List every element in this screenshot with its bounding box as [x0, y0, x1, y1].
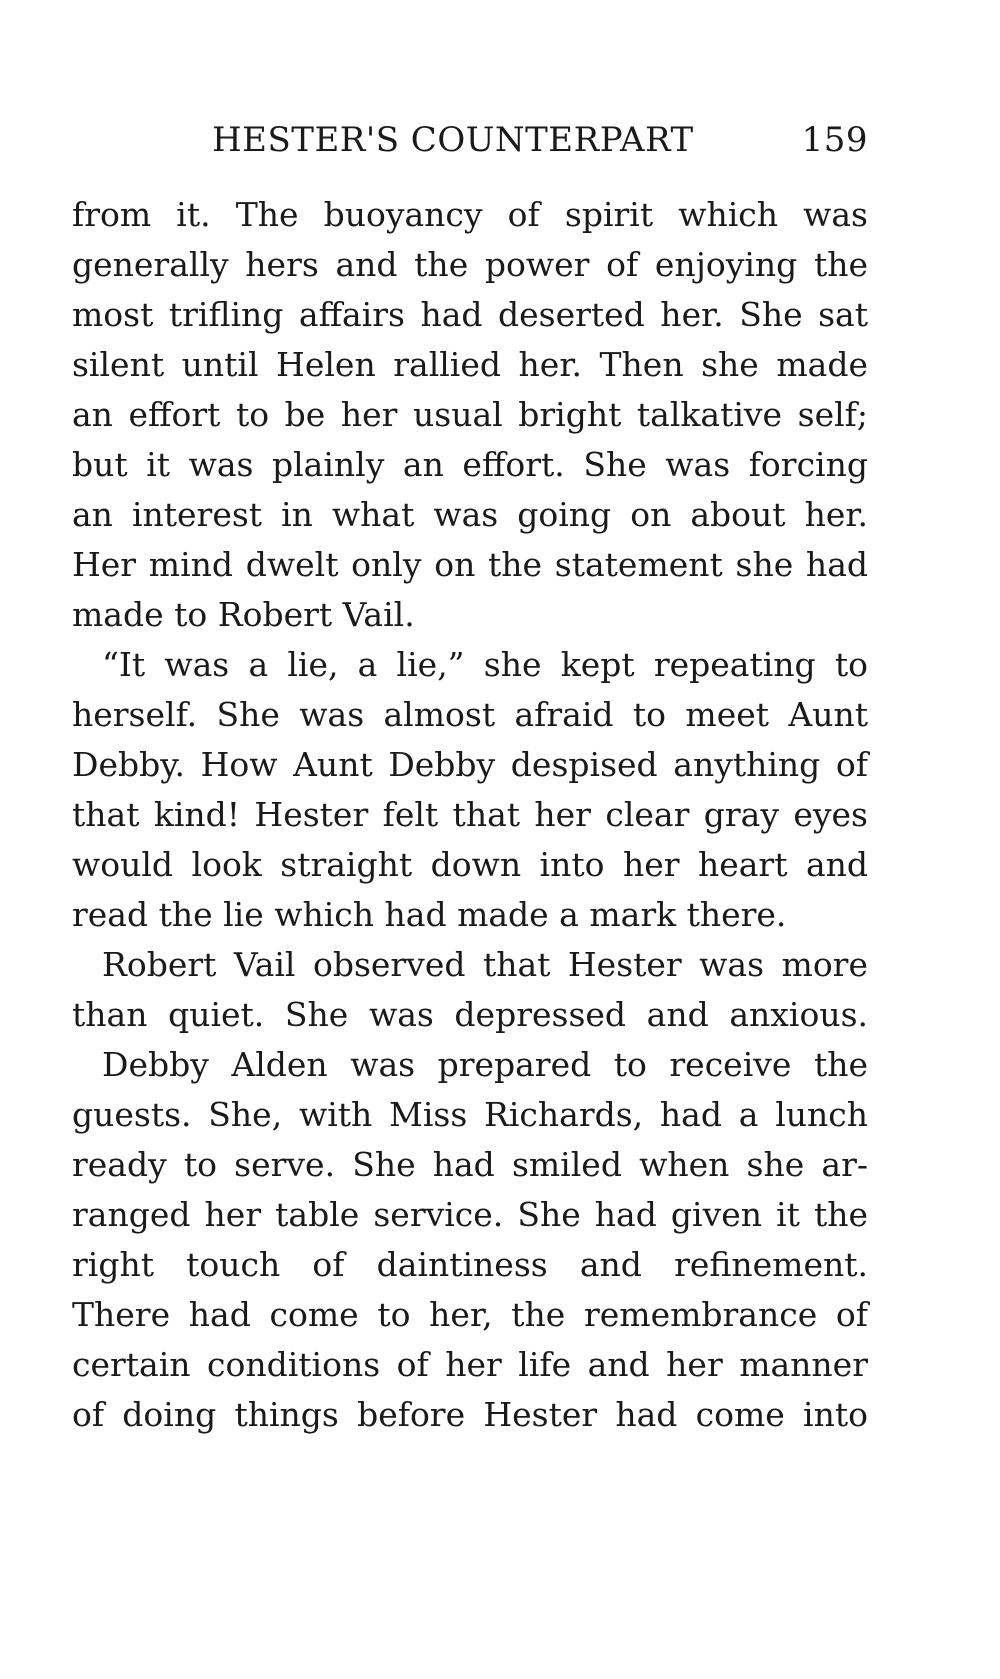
text-line: than quiet. She was depressed and anxious.	[72, 995, 868, 1034]
text-line: ranged her table service. She had given it the	[72, 1195, 868, 1234]
text-line: ready to serve. She had smiled when she ar-	[72, 1145, 868, 1184]
text-line: most trifling affairs had deserted her. She sat	[72, 295, 868, 334]
text-line: Robert Vail observed that Hester was more	[102, 945, 868, 984]
text-line: that kind! Hester felt that her clear gray eyes	[72, 795, 868, 834]
text-line: generally hers and the power of enjoying the	[72, 245, 868, 284]
text-line: Debby. How Aunt Debby despised anything of	[72, 745, 868, 784]
text-line: guests. She, with Miss Richards, had a lunch	[72, 1095, 868, 1134]
text-line: Her mind dwelt only on the statement she had	[72, 545, 868, 584]
text-line: but it was plainly an effort. She was forcing	[72, 445, 868, 484]
text-line: “It was a lie, a lie,” she kept repeating to	[102, 645, 868, 684]
text-line: of doing things before Hester had come into	[72, 1395, 868, 1434]
text-line: Debby Alden was prepared to receive the	[102, 1045, 868, 1084]
text-line: an effort to be her usual bright talkative self;	[72, 395, 868, 434]
running-head	[200, 118, 868, 162]
running-head-title: HESTER'S COUNTERPART	[212, 120, 694, 160]
text-line: read the lie which had made a mark there.	[72, 895, 787, 934]
page-number: 159	[801, 120, 868, 160]
text-line: herself. She was almost afraid to meet Aunt	[72, 695, 868, 734]
body-text	[72, 190, 868, 1440]
text-line: There had come to her, the remembrance of	[72, 1295, 868, 1334]
text-line: from it. The buoyancy of spirit which was	[72, 195, 868, 234]
text-line: made to Robert Vail.	[72, 595, 415, 634]
text-line: an interest in what was going on about her.	[72, 495, 868, 534]
text-line: would look straight down into her heart and	[72, 845, 868, 884]
text-line: silent until Helen rallied her. Then she made	[72, 345, 868, 384]
text-line: certain conditions of her life and her manner	[72, 1345, 868, 1384]
text-line: right touch of daintiness and refinement.	[72, 1245, 868, 1284]
